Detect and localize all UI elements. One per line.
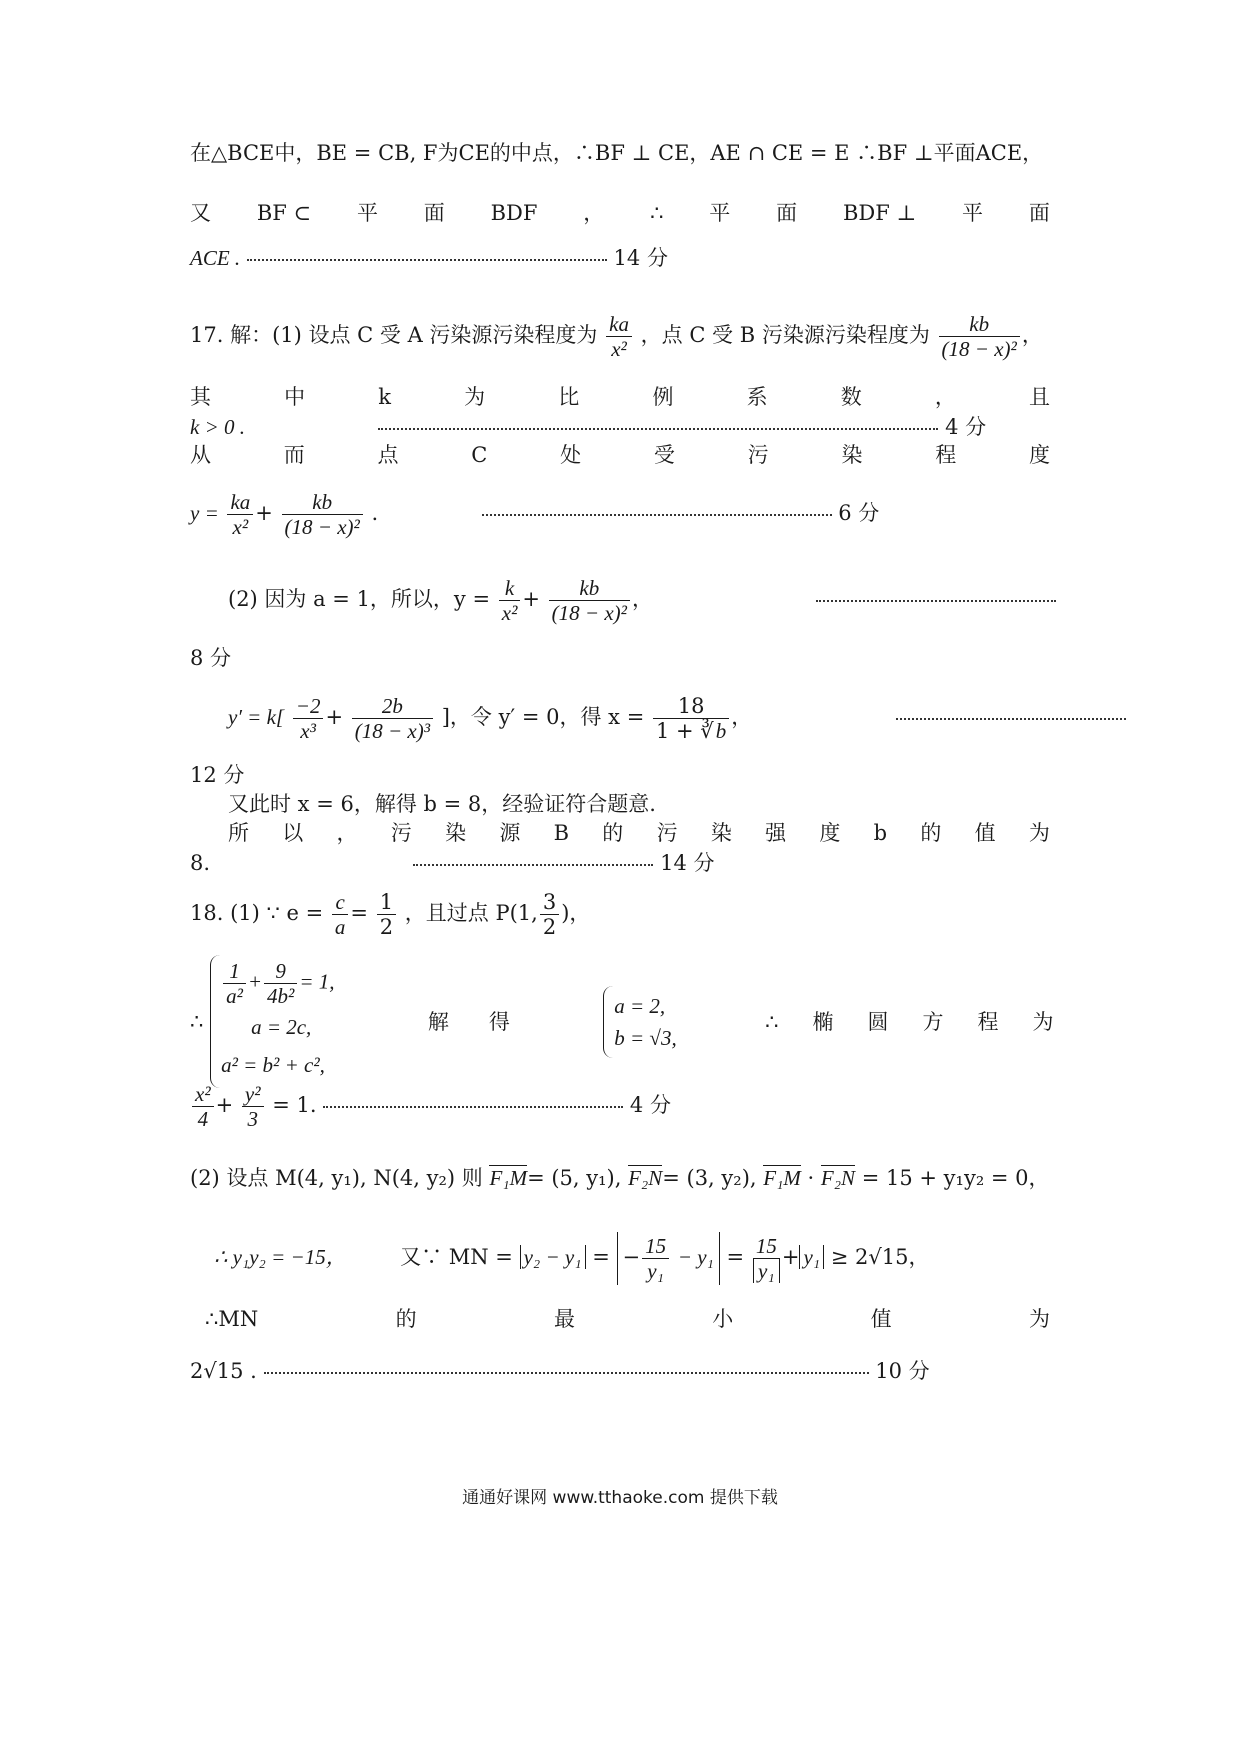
spread-word: 污 xyxy=(390,821,412,845)
spread-word: 平 xyxy=(356,201,378,225)
ellipse-word: 椭 xyxy=(812,1009,834,1034)
spread-word: 处 xyxy=(560,443,582,467)
dotted-leader xyxy=(247,259,607,261)
q17-part2-line: (2) 因为 a = 1，所以，y = $\frac{k}{\text{x²}}$ + $\frac{kb}{\text{(18 − x)²}}$ ， xyxy=(228,576,1056,625)
spread-word: ∴MN xyxy=(205,1307,259,1331)
spread-word: C xyxy=(471,443,488,467)
spread-word: 程 xyxy=(935,443,957,467)
text-line-2 xyxy=(190,198,1050,228)
spread-word: 度 xyxy=(819,821,841,845)
text-line-3 xyxy=(190,243,668,273)
spread-word: 面 xyxy=(423,201,445,225)
q17-line-3 xyxy=(190,412,986,442)
solution-system: a = 2, b = √3, xyxy=(603,986,676,1058)
spread-word: ， xyxy=(336,821,358,845)
frac-kb-3: $\frac{kb}{\text{(18 − x)²}}$ xyxy=(549,576,630,625)
solve-word: 得 xyxy=(488,1009,510,1034)
q18-system xyxy=(190,955,1054,1088)
dotted-leader xyxy=(323,1106,623,1108)
q17-line-2 xyxy=(190,382,1050,412)
spread-word: 又 xyxy=(190,201,211,225)
spread-word: 小 xyxy=(712,1307,734,1331)
spread-word: 染 xyxy=(445,821,467,845)
derivative-line: y′ = k[ $\frac{-2}{\text{x³}}$ + $\frac{2b}{\text{(18 − x)³}}$ ]，令 y′ = 0，得 x = $\frac{18}{1 + ∛b}$ ， xyxy=(228,694,1126,743)
q17-prefix: 17. 解：(1) 设点 C 受 A 污染源污染程度为 xyxy=(190,323,598,347)
footer-text: 通通好课网 www.tthaoke.com 提供下载 xyxy=(462,1488,778,1508)
q17-line-5: y = $\frac{ka}{\text{x²}}$ + $\frac{kb}{\text{(18 − x)²}}$ . 6 分 xyxy=(190,490,880,539)
line3-score: 14 分 xyxy=(613,246,668,270)
spread-word: 源 xyxy=(499,821,521,845)
final-answer: 2√15 . xyxy=(190,1359,257,1383)
spread-word: 平 xyxy=(709,201,731,225)
spread-word: 比 xyxy=(558,385,580,409)
q17-line-4 xyxy=(190,440,1050,470)
q18-part2-line: (2) 设点 M(4, y₁), N(4, y₂) 则 F₁M= (5, y₁), F₂N= (3, y₂), F₁M · F₂N = 15 + y₁y₂ = 0， xyxy=(190,1166,1050,1190)
q18-mid: ，且过点 P(1, xyxy=(404,901,538,925)
frac-kb: $\frac{kb}{\text{(18 − x)²}}$ xyxy=(939,312,1020,361)
spread-word: 受 xyxy=(653,443,675,467)
spread-word: 值 xyxy=(974,821,996,845)
ellipse-word: 为 xyxy=(1032,1009,1054,1034)
frac-ka-2: $\frac{ka}{\text{x²}}$ xyxy=(227,490,253,539)
q17-score-6: 6 分 xyxy=(838,501,880,525)
frac-ka: $\frac{ka}{\text{x²}}$ xyxy=(606,312,632,361)
spread-word: 度 xyxy=(1028,443,1050,467)
final-line xyxy=(190,1356,930,1386)
ellipse-equation: $\frac{\text{x²}}{4}$ + $\frac{\text{y²}}{3}$ = 1. 4 分 xyxy=(190,1082,671,1131)
spread-word: 系 xyxy=(746,385,768,409)
q17-conclusion-line xyxy=(228,818,1050,848)
spread-word: 而 xyxy=(283,443,305,467)
vector-f1m: F₁M xyxy=(489,1166,528,1190)
dotted-leader xyxy=(482,514,832,516)
deriv-mid: ]，令 y′ = 0，得 x = xyxy=(441,705,645,729)
frac-k: $\frac{k}{\text{x²}}$ xyxy=(499,576,521,625)
q18-score-4: 4 分 xyxy=(629,1093,671,1117)
spread-word: 面 xyxy=(1028,201,1050,225)
spread-word: 的 xyxy=(395,1307,417,1331)
spread-word: 点 xyxy=(377,443,399,467)
solve-text xyxy=(428,1010,550,1034)
dotted-leader xyxy=(816,600,1056,602)
spread-word: 强 xyxy=(765,821,787,845)
spread-word: 面 xyxy=(776,201,798,225)
score-12: 12 分 xyxy=(190,763,245,787)
min-value-line xyxy=(205,1304,1050,1334)
spread-word: 污 xyxy=(656,821,678,845)
score-8: 8 分 xyxy=(190,646,232,670)
spread-word: BDF xyxy=(490,201,538,225)
spread-word: 所 xyxy=(228,821,249,845)
spread-word: ， xyxy=(934,385,956,409)
frac-m2: $\frac{-2}{\text{x³}}$ xyxy=(293,694,324,743)
vector-f2n: F₂N xyxy=(628,1166,663,1190)
spread-word: 从 xyxy=(190,443,211,467)
ellipse-text xyxy=(765,1010,1053,1034)
dotted-leader xyxy=(264,1372,869,1374)
spread-word: 中 xyxy=(284,385,306,409)
dotted-leader xyxy=(896,718,1126,720)
q17-k-positive: k > 0 . xyxy=(190,415,245,439)
dotted-leader xyxy=(378,428,938,430)
frac-3-2: $\frac{3}{2}$ xyxy=(540,890,559,939)
spread-word: ， xyxy=(583,201,605,225)
spread-word: BF ⊂ xyxy=(256,201,312,225)
q17-mid: ，点 C 受 B 污染源污染程度为 xyxy=(640,323,930,347)
spread-word: 的 xyxy=(920,821,942,845)
line3-text: ACE . xyxy=(190,246,241,270)
ellipse-word: 程 xyxy=(977,1009,999,1034)
spread-word: 的 xyxy=(602,821,624,845)
spread-word: 染 xyxy=(710,821,732,845)
q17-x6-line: 又此时 x = 6，解得 b = 8，经验证符合题意. xyxy=(228,792,656,816)
spread-word: 其 xyxy=(190,385,211,409)
frac-2b: $\frac{2b}{\text{(18 − x)³}}$ xyxy=(352,694,433,743)
dotted-leader xyxy=(413,864,653,866)
spread-word: 染 xyxy=(841,443,863,467)
spread-word: 例 xyxy=(652,385,674,409)
q18-prefix: 18. (1) ∵ e = xyxy=(190,901,324,925)
equation-system: $\frac{1}{\text{a²}}$ + $\frac{9}{\text{4b²}}$ = 1, a = 2c, a² = b² + c², xyxy=(210,955,334,1088)
q17-line-1: 17. 解：(1) 设点 C 受 A 污染源污染程度为 $\frac{ka}{\text{x²}}$ ，点 C 受 B 污染源污染程度为 $\frac{kb}{\text{(18 − x)²}}$ ， xyxy=(190,312,1043,361)
frac-c-a: $\frac{c}{a}$ xyxy=(332,890,349,939)
ellipse-word: ∴ xyxy=(765,1009,779,1034)
spread-word: B xyxy=(553,821,570,845)
frac-18: $\frac{18}{1 + ∛b}$ xyxy=(653,694,729,743)
mn-line: ∴ y₁y₂ = −15， 又∵ MN = y₂ − y₁ = − $\frac{15}{\text{y₁}}$ − y₁ = $\frac{15}{\text{y₁}}$ + y₁ ≥ 2√15， xyxy=(214,1234,930,1283)
ellipse-word: 圆 xyxy=(867,1009,889,1034)
spread-word: 为 xyxy=(464,385,486,409)
q17-score-4: 4 分 xyxy=(945,415,987,439)
frac-half: $\frac{1}{2}$ xyxy=(377,890,396,939)
q17-answer-8: 8. xyxy=(190,851,211,875)
spread-word: 为 xyxy=(1028,1307,1050,1331)
spread-word: 污 xyxy=(747,443,769,467)
therefore-symbol: ∴ xyxy=(190,1009,204,1034)
spread-word: 数 xyxy=(840,385,862,409)
spread-word: 为 xyxy=(1028,821,1050,845)
spread-word: 以 xyxy=(282,821,304,845)
spread-word: 平 xyxy=(962,201,984,225)
q18-score-10: 10 分 xyxy=(875,1359,930,1383)
spread-word: ∴ xyxy=(650,201,664,225)
frac-kb-2: $\frac{kb}{\text{(18 − x)²}}$ xyxy=(282,490,363,539)
spread-word: b xyxy=(873,821,888,845)
q18-line-1: 18. (1) ∵ e = $\frac{c}{a}$ = $\frac{1}{2}$ ，且过点 P(1, $\frac{3}{2}$ )， xyxy=(190,890,591,939)
deriv-prefix: y′ = k[ xyxy=(228,705,285,729)
spread-word: 且 xyxy=(1029,385,1050,409)
spread-word: k xyxy=(378,385,392,409)
spread-word: BDF ⊥ xyxy=(842,201,917,225)
text-line-1: 在△BCE中，BE = CB, F为CE的中点，∴BF ⊥ CE，AE ∩ CE = E ∴BF ⊥平面ACE， xyxy=(190,141,1044,165)
spread-word: 最 xyxy=(553,1307,575,1331)
q17-score-14: 14 分 xyxy=(660,851,715,875)
q17-y: y = xyxy=(190,501,219,525)
ellipse-word: 方 xyxy=(922,1009,944,1034)
solve-word: 解 xyxy=(427,1009,449,1034)
q17-part2-prefix: (2) 因为 a = 1，所以，y = xyxy=(228,587,491,611)
spread-word: 值 xyxy=(870,1307,892,1331)
q17-conclusion-2 xyxy=(190,848,715,878)
